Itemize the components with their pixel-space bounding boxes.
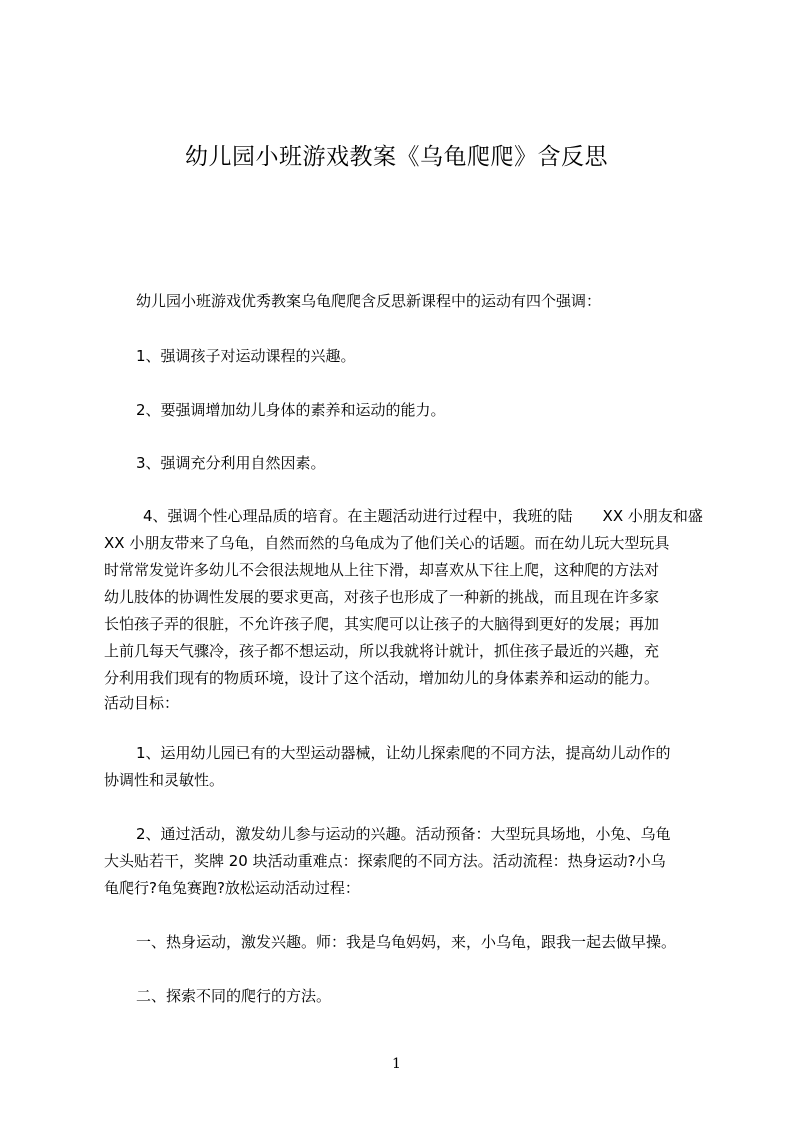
step-1: 一、热身运动，激发兴趣。师：我是乌龟妈妈，来，小乌龟，跟我一起去做早操。: [136, 933, 677, 951]
section-heading-goals: 活动目标：: [104, 694, 180, 712]
paragraph-4-line: 分利用我们现有的物质环境，设计了这个活动，增加幼儿的身体素养和运动的能力。: [104, 669, 660, 687]
goal-2-line: 龟爬行?龟兔赛跑?放松运动活动过程：: [104, 879, 360, 897]
step-2: 二、探索不同的爬行的方法。: [136, 987, 332, 1005]
paragraph-4-line: 长怕孩子弄的很脏，不允许孩子爬，其实爬可以让孩子的大脑得到更好的发展；再加: [104, 615, 660, 633]
goal-1-line: 协调性和灵敏性。: [104, 771, 225, 789]
goal-2-line: 大头贴若干，奖牌 20 块活动重难点：探索爬的不同方法。活动流程：热身运动?小乌: [104, 852, 666, 870]
list-item-2: 2、要强调增加幼儿身体的素养和运动的能力。: [136, 401, 446, 419]
paragraph-intro: 幼儿园小班游戏优秀教案乌龟爬爬含反思新课程中的运动有四个强调：: [136, 292, 602, 310]
goal-1-line: 1、运用幼儿园已有的大型运动器械，让幼儿探索爬的不同方法，提高幼儿动作的: [136, 744, 671, 762]
page-number: 1: [392, 1056, 401, 1072]
paragraph-4-line: 上前几每天气骤冷，孩子都不想运动，所以我就将计就计，抓住孩子最近的兴趣，充: [104, 642, 660, 660]
paragraph-4-line: 4、强调个性心理品质的培育。在主题活动进行过程中，我班的陆 XX 小朋友和盛: [143, 507, 703, 525]
document-title: 幼儿园小班游戏教案《乌龟爬爬》含反思: [185, 144, 608, 170]
paragraph-4-line: 时常常发觉许多幼儿不会很法规地从上往下滑，却喜欢从下往上爬，这种爬的方法对: [104, 561, 660, 579]
paragraph-4-line: 幼儿肢体的协调性发展的要求更高，对孩子也形成了一种新的挑战，而且现在许多家: [104, 588, 660, 606]
paragraph-4-line: XX 小朋友带来了乌龟，自然而然的乌龟成为了他们关心的话题。而在幼儿玩大型玩具: [104, 534, 670, 552]
list-item-3: 3、强调充分利用自然因素。: [136, 454, 326, 472]
list-item-1: 1、强调孩子对运动课程的兴趣。: [136, 347, 356, 365]
goal-2-line: 2、通过活动，激发幼儿参与运动的兴趣。活动预备：大型玩具场地，小兔、乌龟: [136, 825, 671, 843]
